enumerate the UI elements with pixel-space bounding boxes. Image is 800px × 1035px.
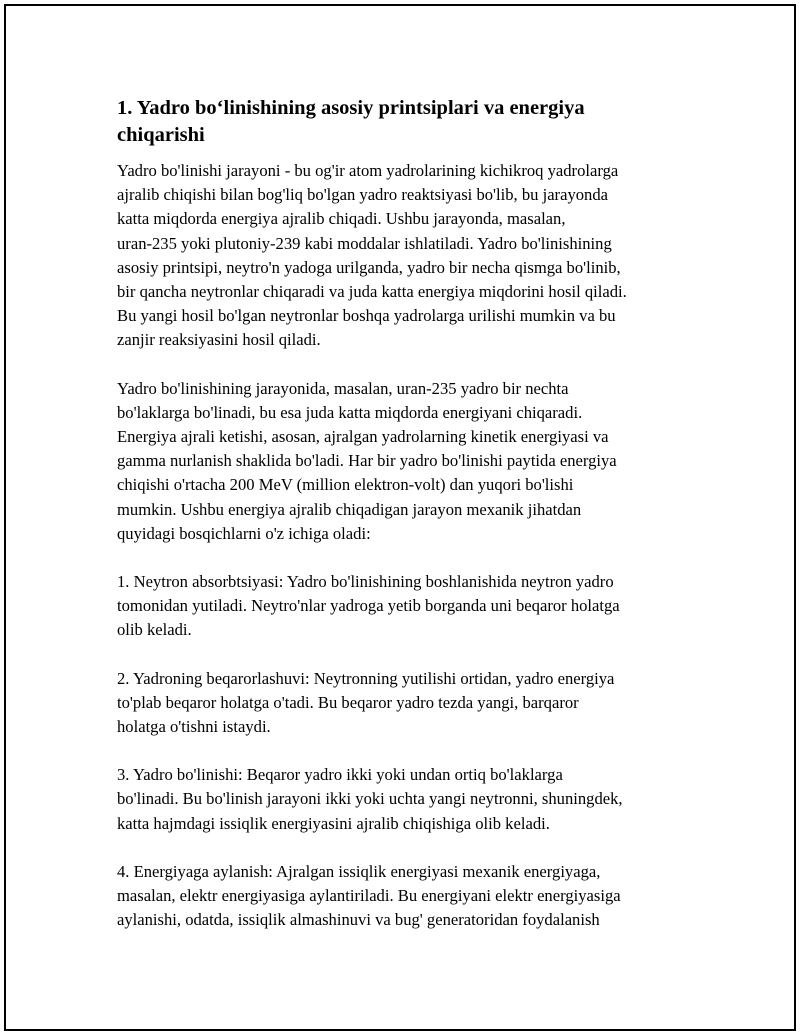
- text-line: bir qancha neytronlar chiqaradi va juda katta energiya miqdorini hosil qiladi.: [117, 282, 627, 302]
- text-line: Bu yangi hosil bo'lgan neytronlar boshqa yadrolarga urilishi mumkin va bu: [117, 306, 616, 326]
- text-line: olib keladi.: [117, 620, 192, 640]
- text-line: mumkin. Ushbu energiya ajralib chiqadigan jarayon mexanik jihatdan: [117, 499, 582, 519]
- section-heading: [117, 95, 697, 149]
- text-line: Yadro bo'linishining jarayonida, masalan, uran-235 yadro bir nechta: [117, 378, 569, 398]
- text-line: 1. Neytron absorbtsiyasi: Yadro bo'linishining boshlanishida neytron yadro: [117, 572, 614, 592]
- text-line: holatga o'tishni istaydi.: [117, 717, 271, 737]
- heading-line: chiqarishi: [117, 124, 205, 146]
- text-line: tomonidan yutiladi. Neytro'nlar yadroga yetib borganda uni beqaror holatga: [117, 596, 620, 616]
- text-line: katta hajmdagi issiqlik energiyasini ajralib chiqishiga olib keladi.: [117, 813, 550, 833]
- paragraph-step-4: [117, 860, 697, 933]
- text-line: ajralib chiqishi bilan bog'liq bo'lgan yadro reaktsiyasi bo'lib, bu jarayonda: [117, 185, 608, 205]
- text-line: zanjir reaksiyasini hosil qiladi.: [117, 330, 321, 350]
- paragraph-step-2: [117, 667, 697, 740]
- text-line: Energiya ajrali ketishi, asosan, ajralgan yadrolarning kinetik energiyasi va: [117, 427, 609, 447]
- text-line: 4. Energiyaga aylanish: Ajralgan issiqlik energiyasi mexanik energiyaga,: [117, 861, 601, 881]
- paragraph-step-3: [117, 763, 697, 836]
- text-line: 2. Yadroning beqarorlashuvi: Neytronning yutilishi ortidan, yadro energiya: [117, 668, 615, 688]
- text-line: katta miqdorda energiya ajralib chiqadi. Ushbu jarayonda, masalan,: [117, 209, 566, 229]
- text-line: asosiy printsipi, neytro'n yadoga urilganda, yadro bir necha qismga bo'linib,: [117, 257, 621, 277]
- text-line: Yadro bo'linishi jarayoni - bu og'ir atom yadrolarining kichikroq yadrolarga: [117, 161, 619, 180]
- text-line: aylanishi, odatda, issiqlik almashinuvi va bug' generatoridan foydalanish: [117, 910, 600, 930]
- paragraph-step-1: [117, 570, 697, 643]
- text-line: to'plab beqaror holatga o'tadi. Bu beqaror yadro tezda yangi, barqaror: [117, 692, 579, 712]
- text-line: bo'laklarga bo'linadi, bu esa juda katta miqdorda energiyani chiqaradi.: [117, 402, 583, 422]
- text-line: gamma nurlanish shaklida bo'ladi. Har bir yadro bo'linishi paytida energiya: [117, 451, 617, 471]
- paragraph-intro: [117, 159, 697, 353]
- text-line: chiqishi o'rtacha 200 MeV (million elektron-volt) dan yuqori bo'lishi: [117, 475, 574, 495]
- document-body: [117, 95, 697, 956]
- heading-line: 1. Yadro bo‘linishining asosiy printsiplari va energiya: [117, 97, 585, 119]
- text-line: uran-235 yoki plutoniy-239 kabi moddalar ishlatiladi. Yadro bo'linishining: [117, 233, 612, 253]
- text-line: 3. Yadro bo'linishi: Beqaror yadro ikki yoki undan ortiq bo'laklarga: [117, 765, 563, 785]
- paragraph-process: [117, 377, 697, 546]
- text-line: bo'linadi. Bu bo'linish jarayoni ikki yoki uchta yangi neytronni, shuningdek,: [117, 789, 623, 809]
- text-line: quyidagi bosqichlarni o'z ichiga oladi:: [117, 523, 371, 543]
- text-line: masalan, elektr energiyasiga aylantiriladi. Bu energiyani elektr energiyasiga: [117, 886, 621, 906]
